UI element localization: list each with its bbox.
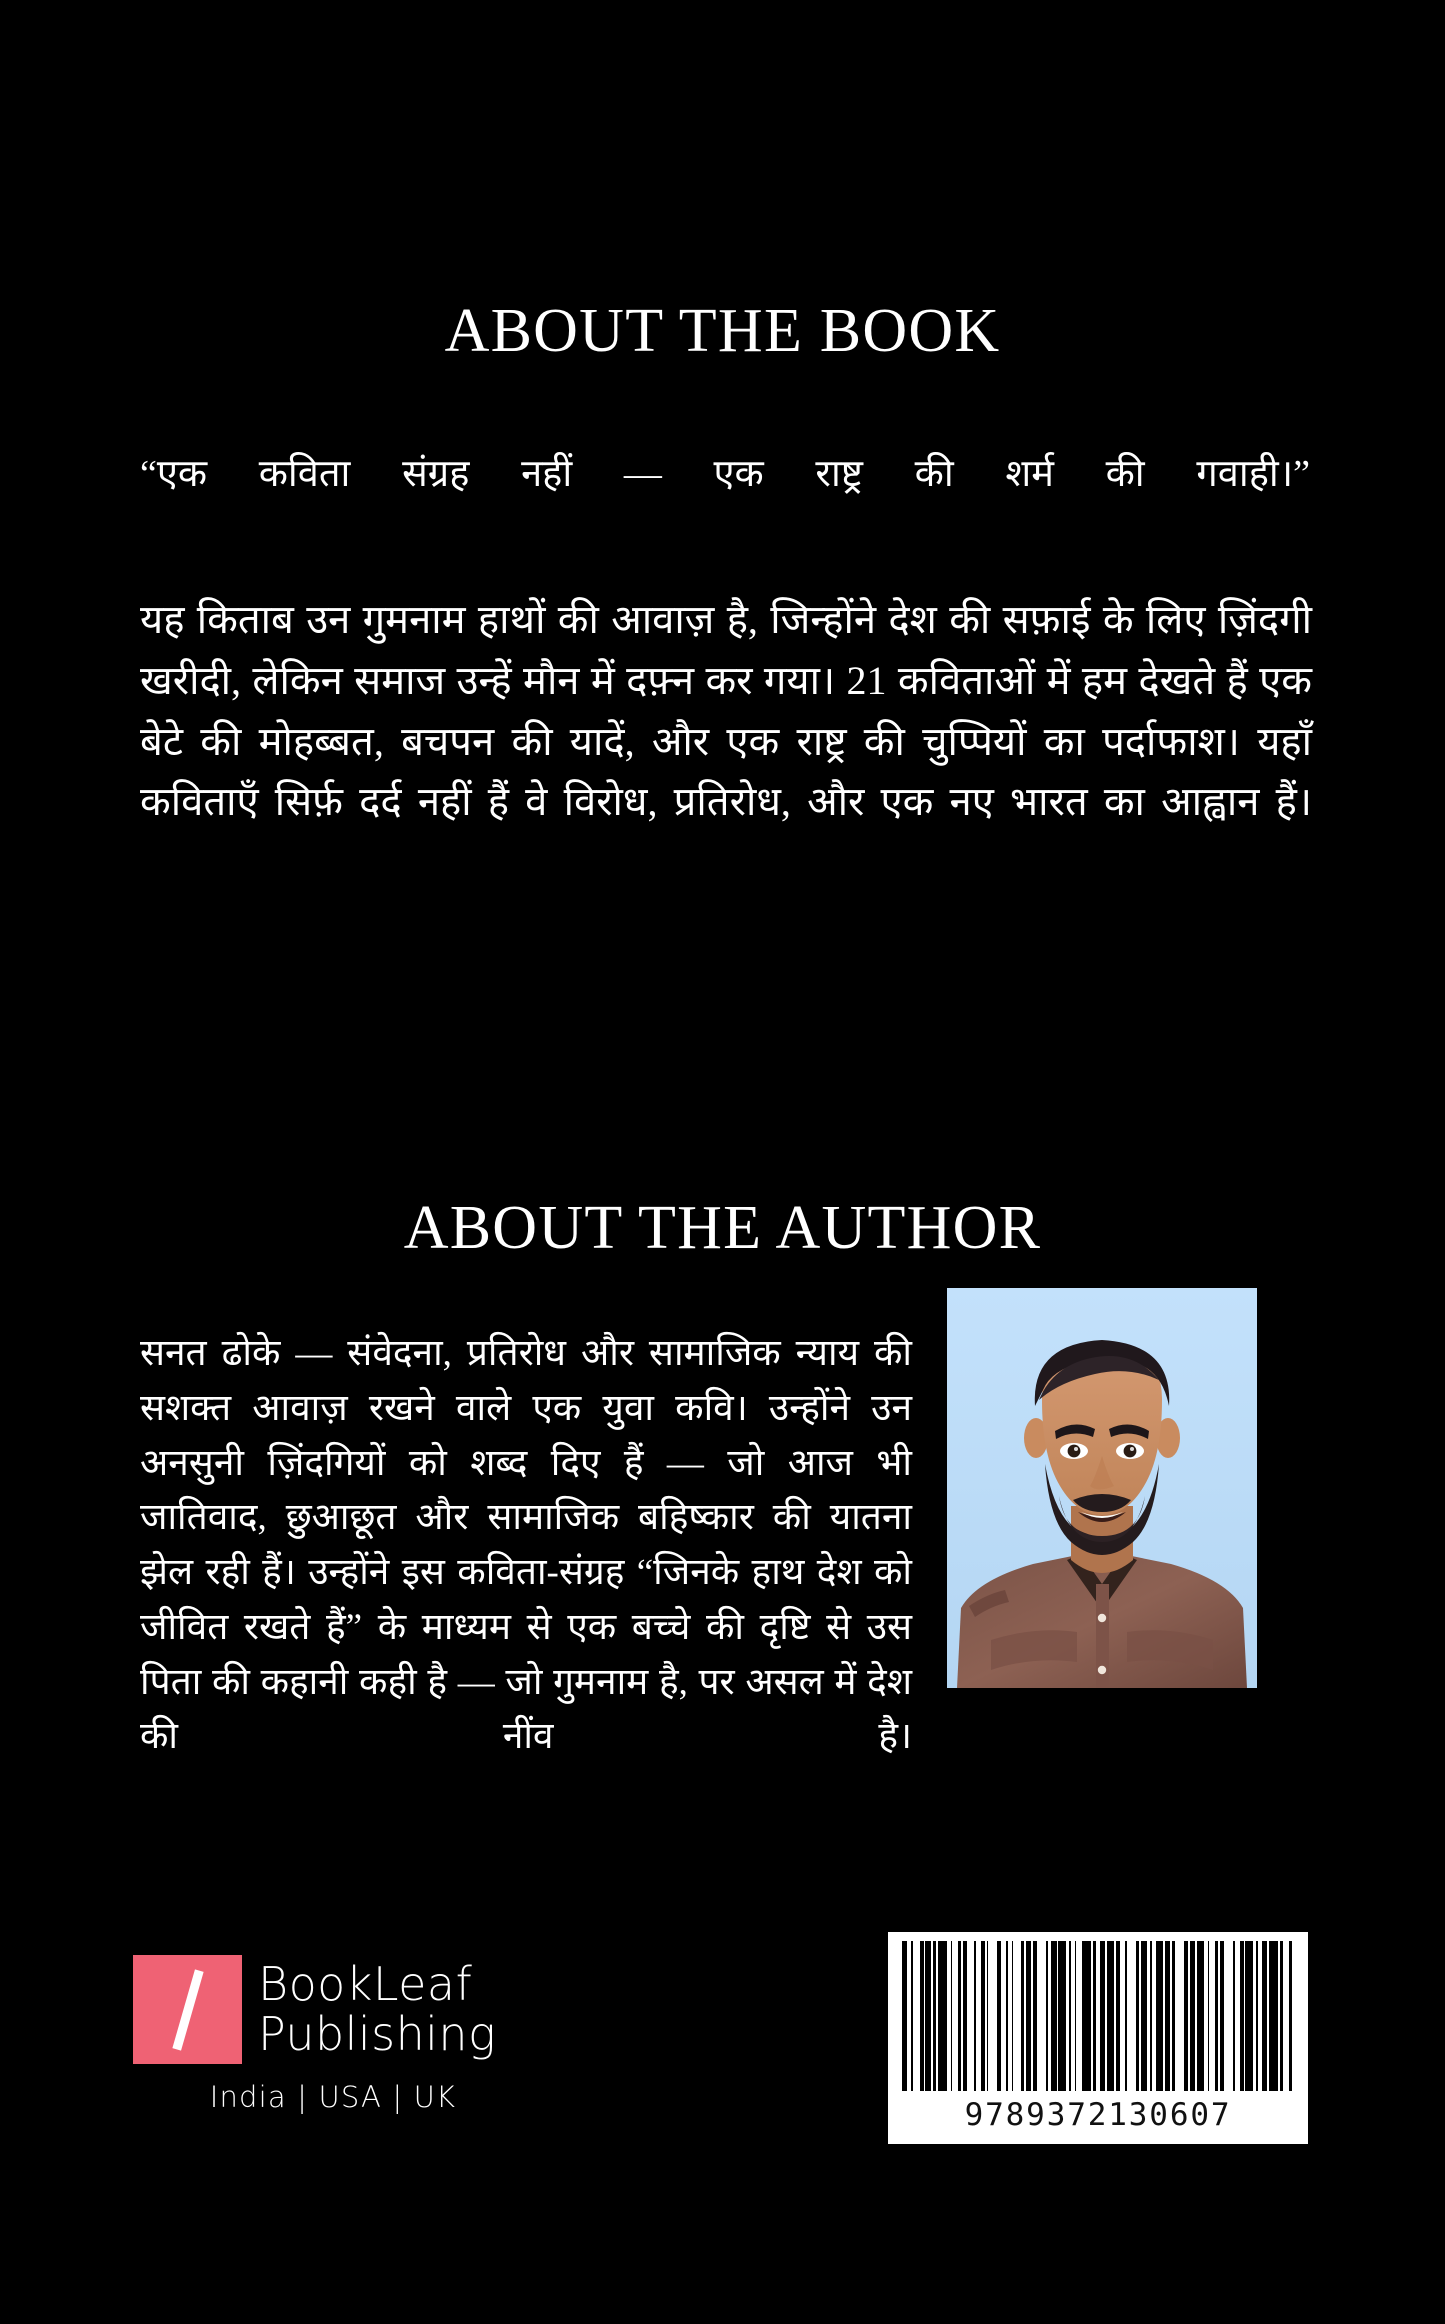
barcode-bar (988, 1941, 997, 2091)
barcode-block (888, 1932, 1308, 2144)
author-bio: सनत ढोके — संवेदना, प्रतिरोध और सामाजिक न्याय की सशक्त आवाज़ रखने वाले एक युवा कवि। उन्होंने उन अनसुनी ज़िंदगियों को शब्द दिए हैं — जो आज भी जातिवाद, छुआछूत और सामाजिक बहिष्कार की यातना झेल रही हैं। उन्होंने इस कविता-संग्रह “जिनके हाथ देश को जीवित रखते हैं” के माध्यम से एक बच्चे की दृष्टि से उस पिता की कहानी कही है — जो गुमनाम है, पर असल में देश की नींव है। (140, 1333, 912, 1758)
barcode-bars (902, 1941, 1294, 2091)
barcode-bar (1292, 1941, 1294, 2091)
barcode-bar (1127, 1941, 1136, 2091)
barcode-bar (1156, 1941, 1163, 2091)
barcode-bar (1175, 1941, 1184, 2091)
publisher-logo (133, 1955, 533, 2114)
publisher-name-line2: Publishing (258, 2006, 497, 2061)
about-the-book-heading: ABOUT THE BOOK (444, 296, 1001, 365)
author-photo (947, 1288, 1257, 1688)
publisher-name-line1: BookLeaf (258, 1956, 473, 2011)
barcode-isbn-number: 9789372130607 (964, 2097, 1232, 2133)
barcode-bar (1224, 1941, 1233, 2091)
bookleaf-mark-icon (133, 1955, 242, 2064)
barcode-bar (1082, 1941, 1091, 2091)
barcode-bar (913, 1941, 920, 2091)
book-quote: “एक कविता संग्रह नहीं — एक राष्ट्र की शर्म की गवाही।” (140, 453, 1310, 495)
publisher-regions: India | USA | UK (209, 2080, 457, 2114)
barcode-bar (1197, 1941, 1204, 2091)
barcode-bar (967, 1941, 974, 2091)
author-portrait-illustration (947, 1288, 1257, 1688)
slash-icon (172, 1969, 203, 2050)
barcode-bar (1013, 1941, 1020, 2091)
barcode-bar (1269, 1941, 1278, 2091)
about-the-author-heading: ABOUT THE AUTHOR (403, 1193, 1042, 1262)
barcode-bar (1245, 1941, 1252, 2091)
publisher-wordmark (258, 1956, 497, 2061)
publisher-logo-row (133, 1955, 533, 2064)
barcode-bar (1037, 1941, 1046, 2091)
barcode-bar (938, 1941, 947, 2091)
book-description: यह किताब उन गुमनाम हाथों की आवाज़ है, जिन्होंने देश की सफ़ाई के लिए ज़िंदगी खरीदी, लेकिन समाज उन्हें मौन में दफ़्न कर गया। 21 कविताओं में हम देखते हैं एक बेटे की मोहब्बत, बचपन की यादें, और एक राष्ट्र की चुप्पियों का पर्दाफाश। यहाँ कविताएँ सिर्फ़ दर्द नहीं हैं वे विरोध, प्रतिरोध, और एक नए भारत का आह्वान हैं। (140, 597, 1312, 825)
barcode-bar (1058, 1941, 1065, 2091)
barcode-bar (1107, 1941, 1114, 2091)
